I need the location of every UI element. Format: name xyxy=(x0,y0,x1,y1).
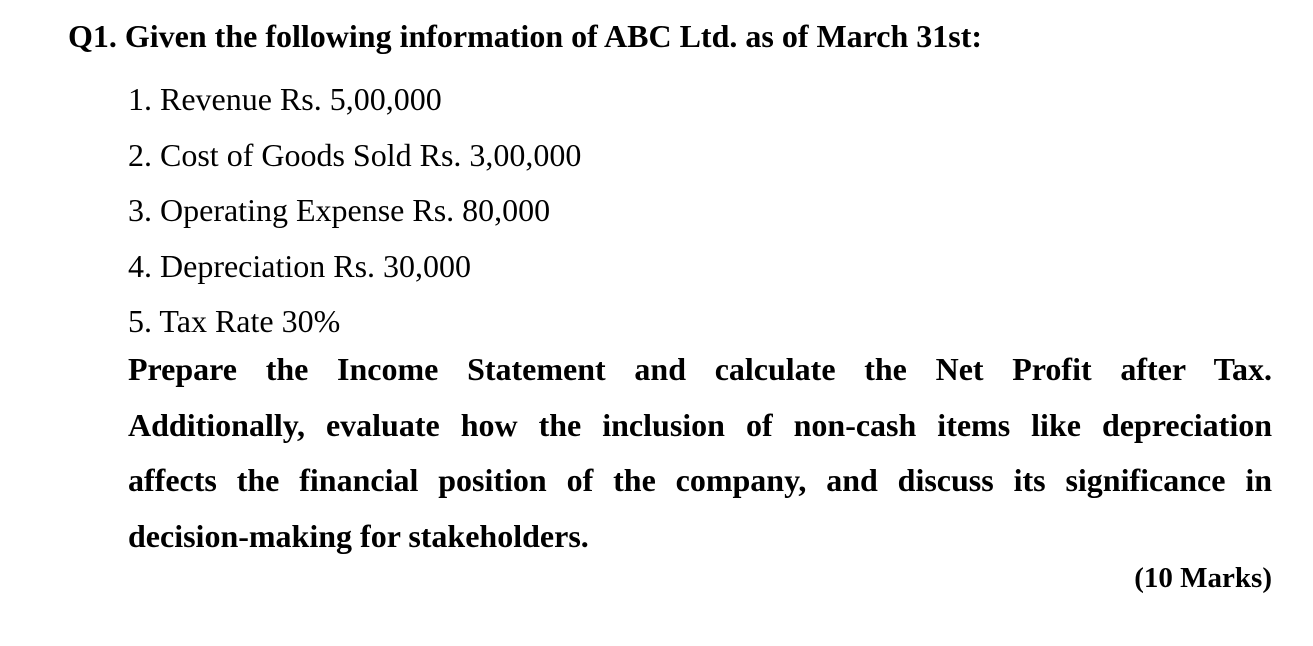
given-item-tax-rate: 5. Tax Rate 30% xyxy=(128,303,341,339)
instruction-line: Prepare the Income Statement and calculate the Net Profit after Tax. xyxy=(128,351,1272,387)
given-information-list xyxy=(128,72,581,350)
instruction-line: Additionally, evaluate how the inclusion of non-cash items like depreciation xyxy=(128,406,1272,443)
instruction-line: affects the financial position of the company, and discuss its significance in xyxy=(128,462,1272,498)
given-item-cost-of-goods-sold: 2. Cost of Goods Sold Rs. 3,00,000 xyxy=(128,136,582,173)
question-heading: Q1. Given the following information of ABC Ltd. as of March 31st: xyxy=(68,18,983,54)
marks-label: (10 Marks) xyxy=(1134,562,1272,594)
given-item-depreciation: 4. Depreciation Rs. 30,000 xyxy=(128,247,472,284)
given-item-revenue: 1. Revenue Rs. 5,00,000 xyxy=(128,81,442,117)
instruction-line: decision-making for stakeholders. xyxy=(128,517,589,554)
given-item-operating-expense: 3. Operating Expense Rs. 80,000 xyxy=(128,192,551,228)
question-instruction xyxy=(128,342,1272,564)
